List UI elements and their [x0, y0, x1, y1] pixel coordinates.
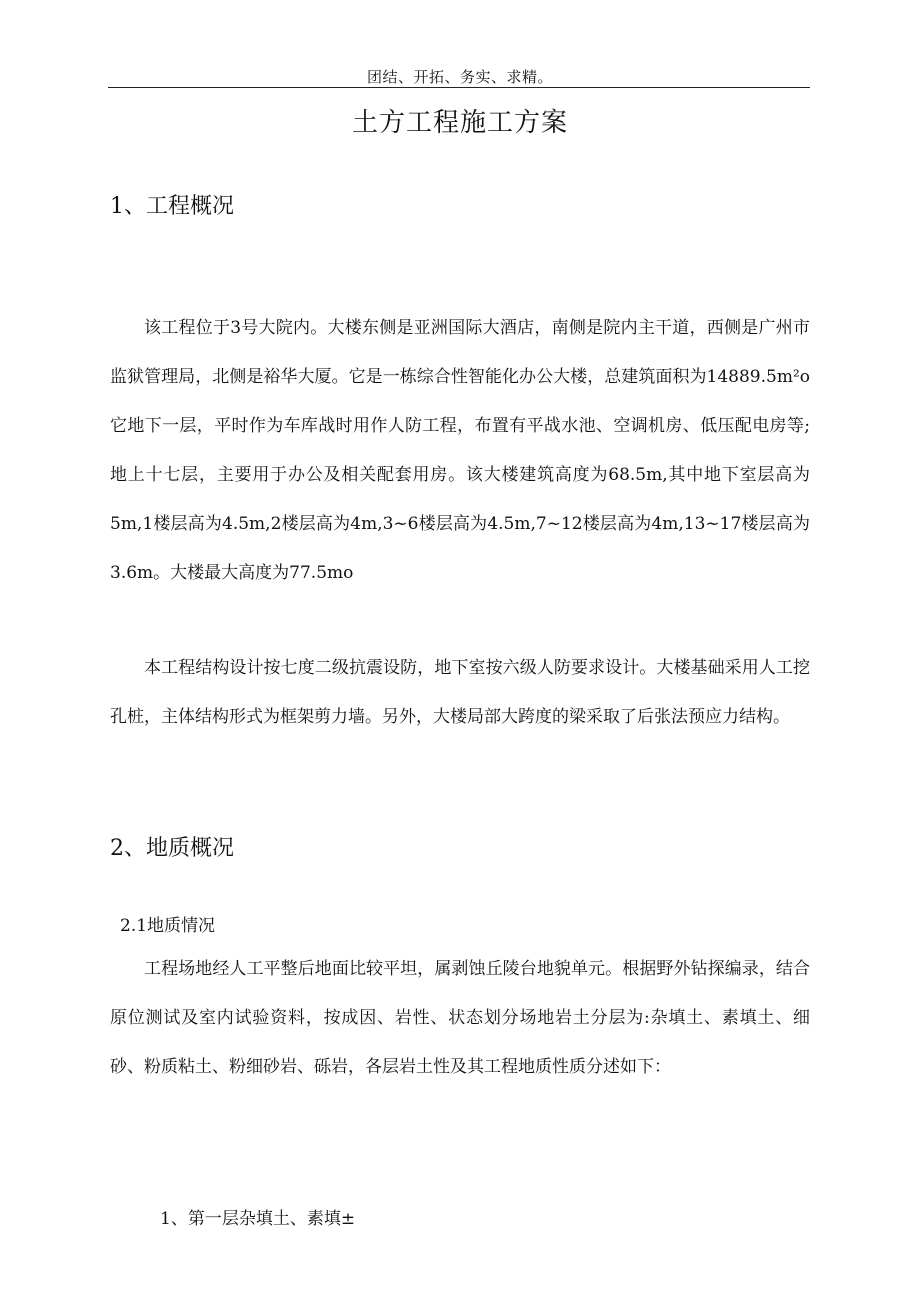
section-heading-geology: 2、地质概况 [110, 836, 234, 861]
header-motto: 团结、开拓、务实、求精。 [366, 68, 553, 86]
paragraph-geology-description: 工程场地经人工平整后地面比较平坦，属剥蚀丘陵台地貌单元。根据野外钻探编录，结合原位测试及室内试验资料，按成因、岩性、状态划分场地岩土分层为:杂填土、素填土、细砂、粉质粘土、粉细砂岩、砾岩，各层岩土性及其工程地质性质分述如下： [110, 959, 810, 1077]
header-divider [108, 87, 810, 88]
section-heading-overview: 1、工程概况 [110, 194, 234, 219]
document-title: 土方工程施工方案 [351, 108, 568, 138]
paragraph-structure-design: 本工程结构设计按七度二级抗震设防，地下室按六级人防要求设计。大楼基础采用人工挖孔桩，主体结构形式为框架剪力墙。另外，大楼局部大跨度的梁采取了后张法预应力结构。 [110, 658, 810, 727]
subsection-heading-geology-conditions: 2.1地质情况 [120, 916, 216, 936]
paragraph-project-location: 该工程位于3号大院内。大楼东侧是亚洲国际大酒店，南侧是院内主干道，西侧是广州市监狱管理局，北侧是裕华大厦。它是一栋综合性智能化办公大楼，总建筑面积为14889.5m²o它地下一层，平时作为车库战时用作人防工程，布置有平战水池、空调机房、低压配电房等;地上十七层，主要用于办公及相关配套用房。该大楼建筑高度为68.5m,其中地下室层高为5m,1楼层高为4.5m,2楼层高为4m,3~6楼层高为4.5m,7~12楼层高为4m,13~17楼层高为3.6m。大楼最大高度为77.5mo [110, 318, 810, 583]
list-item-fill-layer: 1、第一层杂填土、素填± [160, 1209, 356, 1229]
